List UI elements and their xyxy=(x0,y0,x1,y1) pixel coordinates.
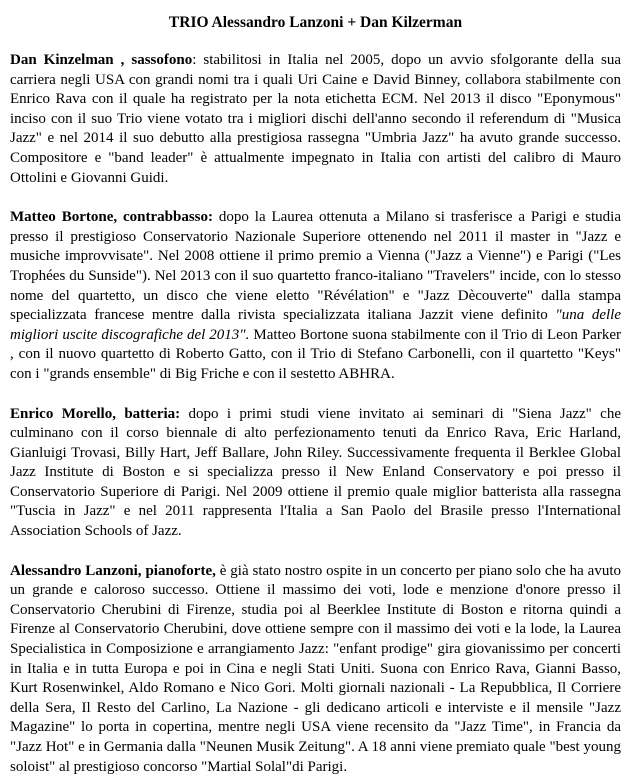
bio-quote: "una delle migliori uscite discografiche del 2013". xyxy=(10,307,621,343)
document-page xyxy=(10,0,621,777)
bio-name: Alessandro Lanzoni, pianoforte, xyxy=(10,562,216,579)
bio-dan-kinzelman xyxy=(10,51,621,188)
bio-text: è già stato nostro ospite in un concerto per piano solo che ha avuto un grande e caloroso successo. Ottiene il massimo dei voti, lode e menzione d'onore presso il Conservatorio Cherubini di Firenze, studia poi al Beerklee Institute di Boston e ritorna quindi a Firenze al Conservatorio Cherubini, dove ottiene sempre con il massimo dei voti e la lode, la Laurea Specialistica in Composizione e arrangiamento Jazz: "enfant prodige" gira giovanissimo per concerti in Italia e in tutta Europa e poi in Cina e negli Stati Uniti. Suona con Enrico Rava, Gianni Basso, Kurt Rosenwinkel, Aldo Romano e Nico Gori. Molti giornali nazionali - La Repubblica, Il Corriere della Sera, Il Resto del Carlino, La Nazione - gli dedicano articoli e interviste e il mensile "Jazz Magazine" lo porta in copertina, mentre negli USA viene recensito da "Jazz Time", in Francia da "Jazz Hot" e in Germania dalla "Neunen Musik Zeitung". A 18 anni viene premiato quale "best young soloist" al prestigioso concorso "Martial Solal"di Parigi. xyxy=(10,562,622,775)
bio-text: : stabilitosi in Italia nel 2005, dopo un avvio sfolgorante della sua carriera negli USA con grandi nomi tra i quali Uri Caine e David Binney, collabora stabilmente con Enrico Rava con il quale ha registrato per la nota etichetta ECM. Nel 2013 il disco "Eponymous" inciso con il suo Trio viene votato tra i migliori dischi dell'anno secondo il referendum di "Musica Jazz" e nel 2014 il suo debutto alla prestigiosa rassegna "Umbria Jazz" ha avuto grande successo. Compositore e "band leader" è attualmente impegnato in Italia con artisti del calibro di Mauro Ottolini e Giovanni Guidi. xyxy=(10,52,621,186)
bio-alessandro-lanzoni xyxy=(10,562,621,777)
bio-name: Matteo Bortone, contrabbasso: xyxy=(10,209,213,226)
bio-text: dopo la Laurea ottenuta a Milano si trasferisce a Parigi e studia presso il prestigioso Conservatorio Nazionale Superiore ottenendo nel 2011 il master in "Jazz e musiche improvvisate". Nel 2008 ottiene il primo premio a Vienna ("Jazz a Vienne") e Parigi ("Les Trophées du Sunside"). Nel 2013 con il suo quartetto franco-italiano "Travelers" incide, con lo stesso nome del quartetto, un disco che viene eletto "Révélation" e "Jazz Dècouverte" dalla stampa specializzata francese mentre dalla rivista specializzata italiana Jazzit viene definito xyxy=(10,209,621,324)
bio-text-continued: Matteo Bortone suona stabilmente con il Trio di Leon Parker , con il nuovo quartetto di Roberto Gatto, con il Trio di Stefano Carbonelli, con il quartetto "Keys" con i "grands ensemble" di Big Friche e con il sestetto ABHRA. xyxy=(10,326,621,382)
bio-text: dopo i primi studi viene invitato ai seminari di "Siena Jazz" che culminano con il corso biennale di alto perfezionamento tenuti da Enrico Rava, Eric Harland, Gianluigi Trovasi, Billy Hart, Jeff Ballare, John Riley. Successivamente frequenta il Berklee Global Jazz Institute di Boston e si specializza presso il New Enland Conservatory e poi presso il Conservatorio Superiore di Parigi. Nel 2009 ottiene il premio quale miglior batterista alla rassegna "Tuscia in Jazz" e nel 2011 rappresenta l'Italia a San Paolo del Brasile presso l'International Association Schools of Jazz. xyxy=(10,405,621,540)
bio-enrico-morello xyxy=(10,405,621,542)
bio-name: Enrico Morello, batteria: xyxy=(10,405,181,422)
bio-matteo-bortone xyxy=(10,208,621,384)
bio-name: Dan Kinzelman , sassofono xyxy=(10,52,193,68)
document-title: TRIO Alessandro Lanzoni + Dan Kilzerman xyxy=(168,14,463,31)
